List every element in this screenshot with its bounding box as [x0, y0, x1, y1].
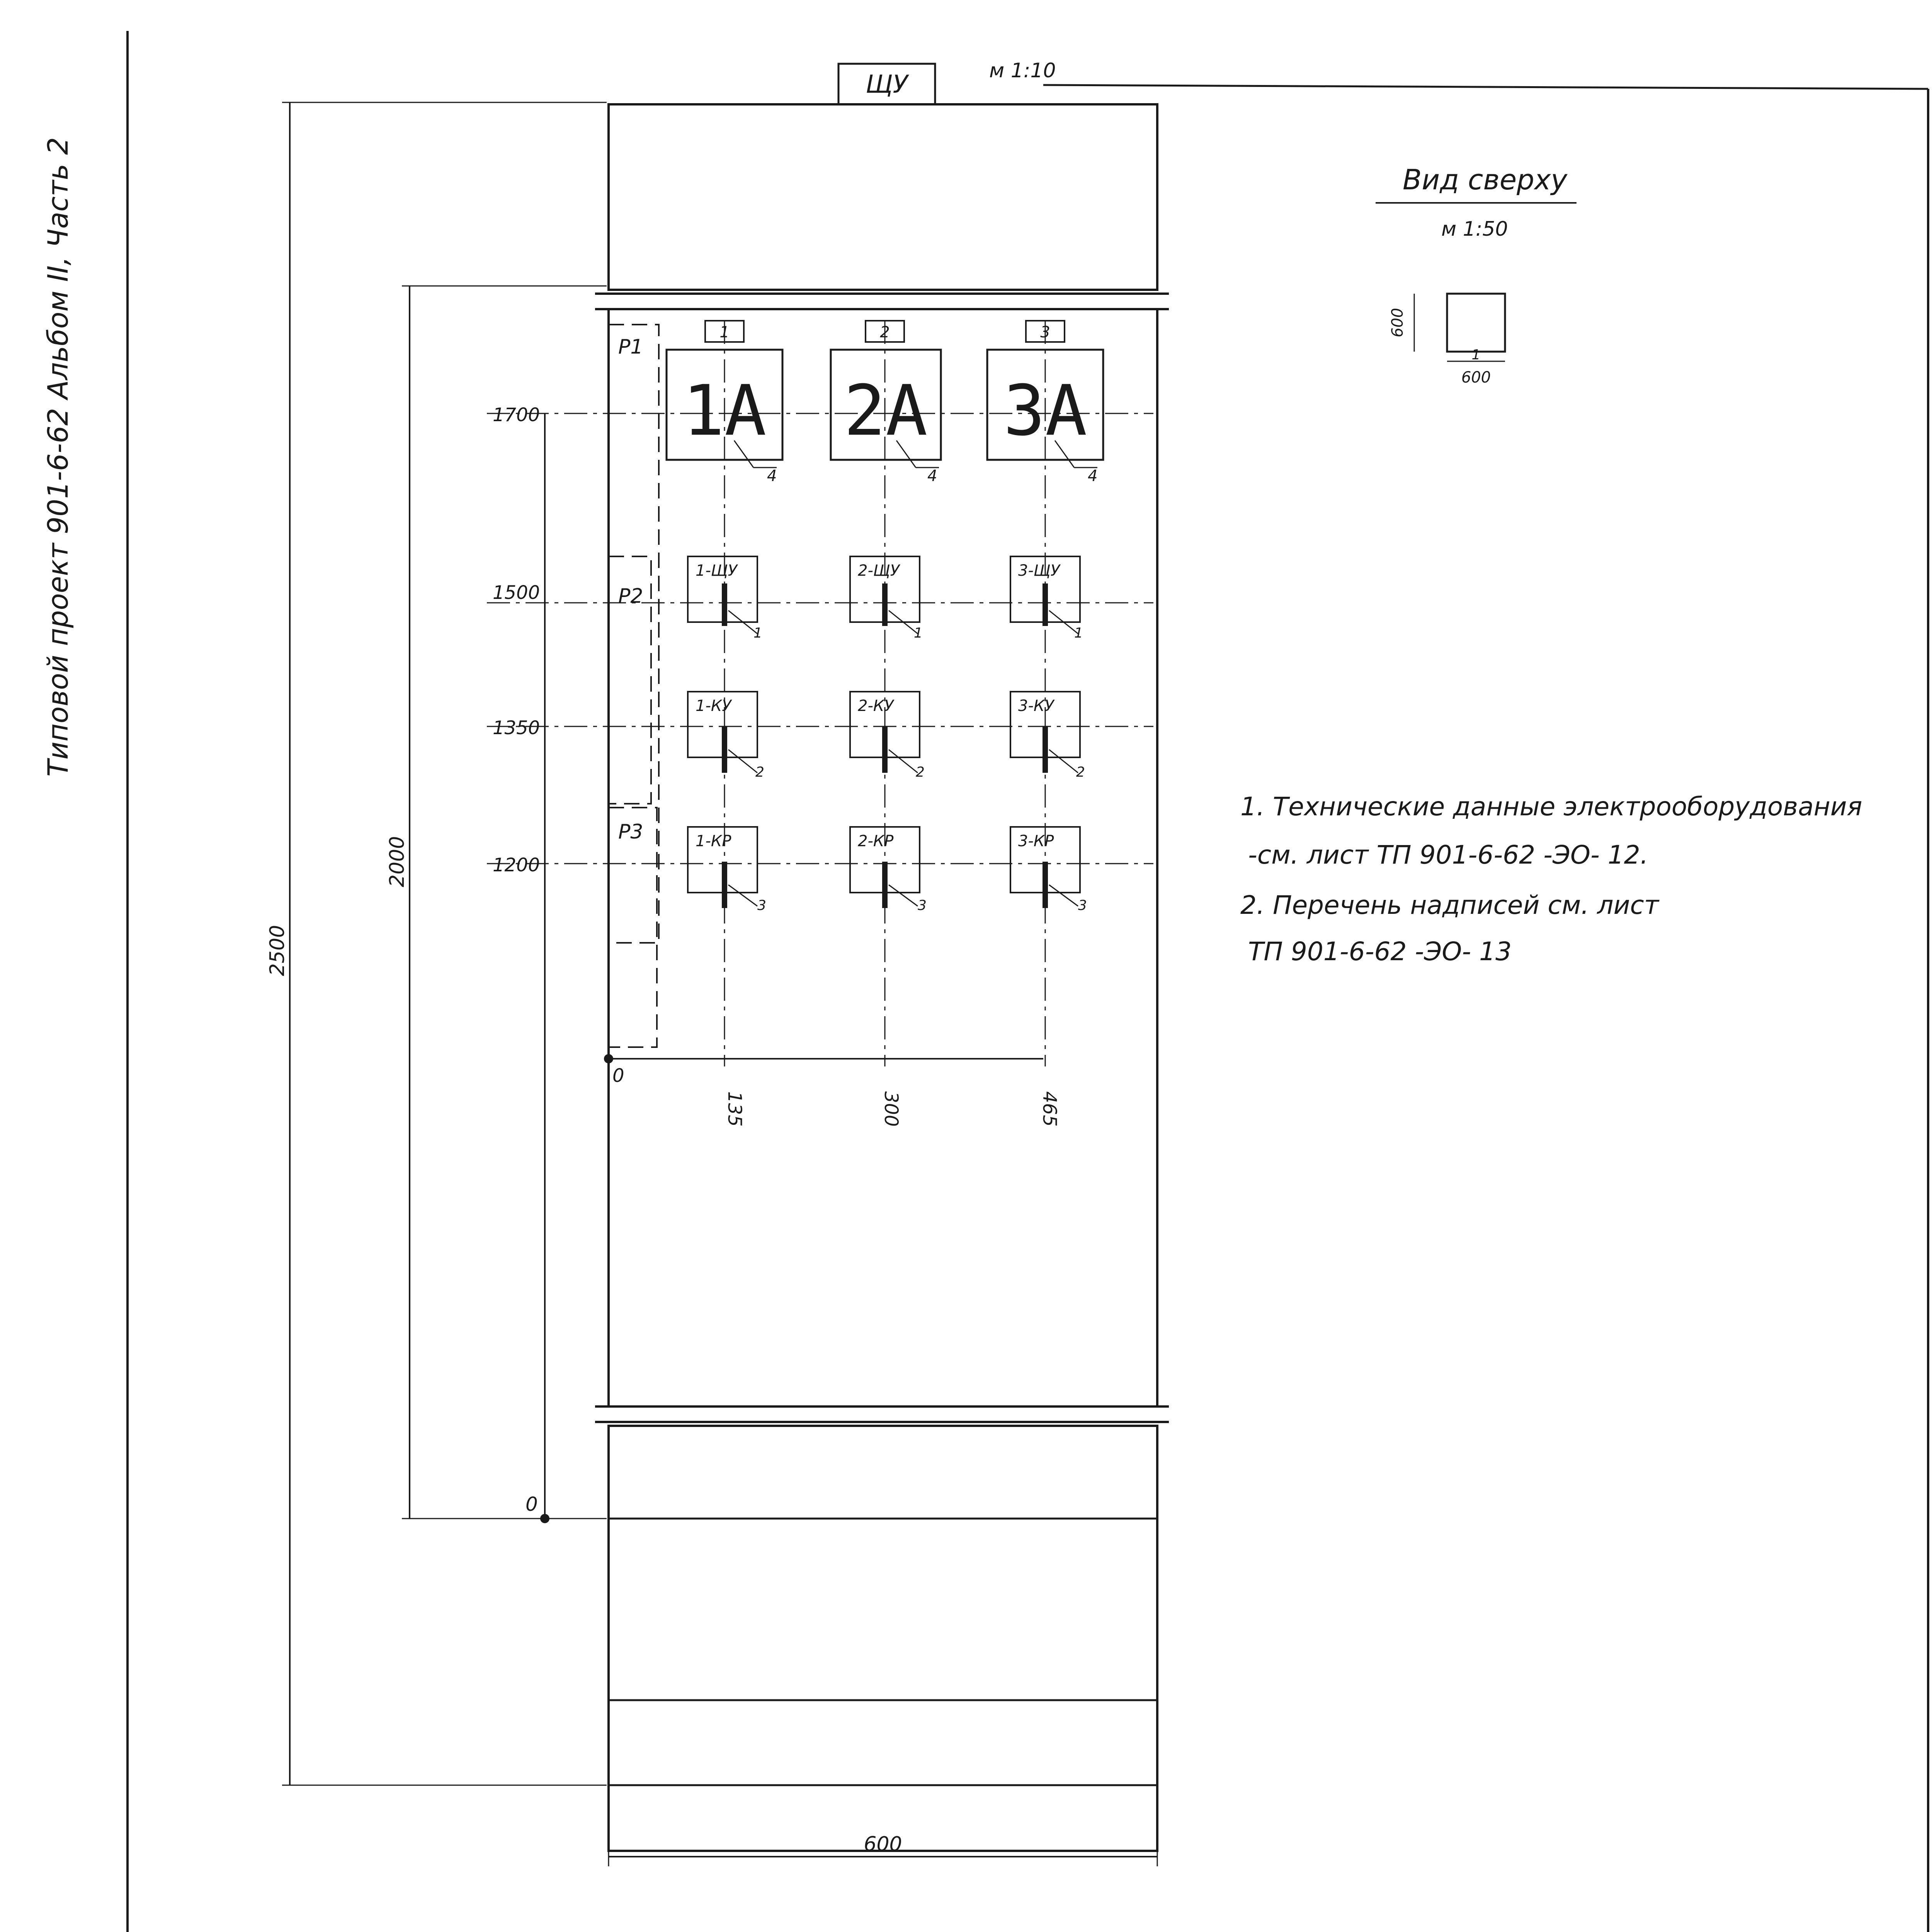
svg-text:600: 600: [1461, 369, 1491, 386]
svg-text:2-ЩУ: 2-ЩУ: [858, 562, 900, 580]
dimension-width: [609, 1833, 1157, 1866]
svg-text:3-КУ: 3-КУ: [1018, 697, 1054, 715]
svg-text:1200: 1200: [493, 854, 540, 876]
svg-text:2А: 2А: [844, 371, 928, 451]
front-scale: м 1:10: [989, 59, 1056, 82]
svg-text:465: 465: [1039, 1091, 1060, 1127]
dimension-x: [604, 1054, 1060, 1127]
zone-3: Р3: [618, 820, 643, 844]
svg-text:1: 1: [753, 625, 762, 641]
control-2: [850, 556, 923, 641]
side-title: Типовой проект 901-6-62 Альбом II, Часть 2: [42, 137, 74, 777]
svg-text:4: 4: [1088, 467, 1098, 485]
svg-text:600: 600: [1389, 308, 1406, 338]
svg-text:1: 1: [1074, 625, 1083, 641]
notes: [1240, 792, 1862, 966]
lamp-2a: [831, 350, 941, 485]
note-1a: 1. Технические данные электрооборудования: [1240, 792, 1862, 821]
relay-2: [850, 827, 927, 913]
svg-text:1-ЩУ: 1-ЩУ: [696, 562, 738, 580]
key-1: [688, 692, 764, 780]
front-view: [266, 59, 1169, 1866]
svg-text:600: 600: [864, 1833, 902, 1856]
svg-text:300: 300: [880, 1091, 902, 1127]
note-1b: -см. лист ТП 901-6-62 -ЭО- 12.: [1248, 840, 1648, 870]
key-2: [850, 692, 925, 780]
lamp-number-3: [1026, 321, 1065, 342]
top-view: [1376, 163, 1577, 386]
svg-text:2: 2: [755, 764, 764, 780]
svg-text:2000: 2000: [386, 836, 409, 888]
svg-text:3-КР: 3-КР: [1018, 832, 1054, 850]
svg-text:2-КР: 2-КР: [858, 832, 894, 850]
cabinet-top: [609, 104, 1157, 290]
svg-text:3: 3: [1078, 898, 1087, 913]
note-2b: ТП 901-6-62 -ЭО- 13: [1248, 937, 1512, 966]
svg-text:2: 2: [916, 764, 925, 780]
cabinet-base: [609, 1426, 1157, 1851]
svg-text:3: 3: [1040, 323, 1050, 341]
lamp-number-1: [705, 321, 744, 342]
svg-text:0: 0: [612, 1065, 624, 1087]
svg-text:0: 0: [526, 1493, 538, 1515]
svg-text:2500: 2500: [266, 925, 289, 976]
svg-text:2: 2: [880, 323, 890, 341]
svg-text:1350: 1350: [493, 717, 540, 739]
lamp-number-2: [866, 321, 904, 342]
svg-text:1А: 1А: [682, 371, 767, 451]
top-label: ЩУ: [866, 70, 908, 99]
svg-text:1500: 1500: [493, 582, 540, 604]
zone-1: Р1: [618, 335, 643, 359]
control-3: [1010, 556, 1083, 641]
svg-text:3А: 3А: [1003, 371, 1087, 451]
top-view-title: Вид сверху: [1403, 163, 1568, 196]
svg-text:1: 1: [719, 323, 730, 341]
svg-text:135: 135: [724, 1091, 745, 1127]
dimension-panel: [386, 286, 607, 1519]
svg-text:3: 3: [757, 898, 766, 913]
relay-3: [1010, 827, 1087, 913]
sheet-frame: [128, 31, 1932, 1932]
svg-text:1: 1: [914, 625, 923, 641]
svg-text:4: 4: [927, 467, 937, 485]
top-view-scale: м 1:50: [1441, 218, 1508, 241]
svg-text:1-КУ: 1-КУ: [696, 697, 731, 715]
svg-text:1-КР: 1-КР: [696, 832, 731, 850]
svg-text:1: 1: [1471, 347, 1481, 363]
svg-text:3: 3: [918, 898, 927, 913]
relay-1: [688, 827, 766, 913]
dimension-total: [266, 102, 607, 1785]
control-1: [688, 556, 762, 641]
svg-text:4: 4: [767, 467, 777, 485]
zone-2: Р2: [618, 585, 643, 608]
svg-text:2: 2: [1076, 764, 1085, 780]
key-3: [1010, 692, 1085, 780]
svg-text:3-ЩУ: 3-ЩУ: [1018, 562, 1060, 580]
svg-text:2-КУ: 2-КУ: [858, 697, 894, 715]
svg-text:1700: 1700: [493, 404, 540, 426]
note-2a: 2. Перечень надписей см. лист: [1240, 890, 1659, 920]
